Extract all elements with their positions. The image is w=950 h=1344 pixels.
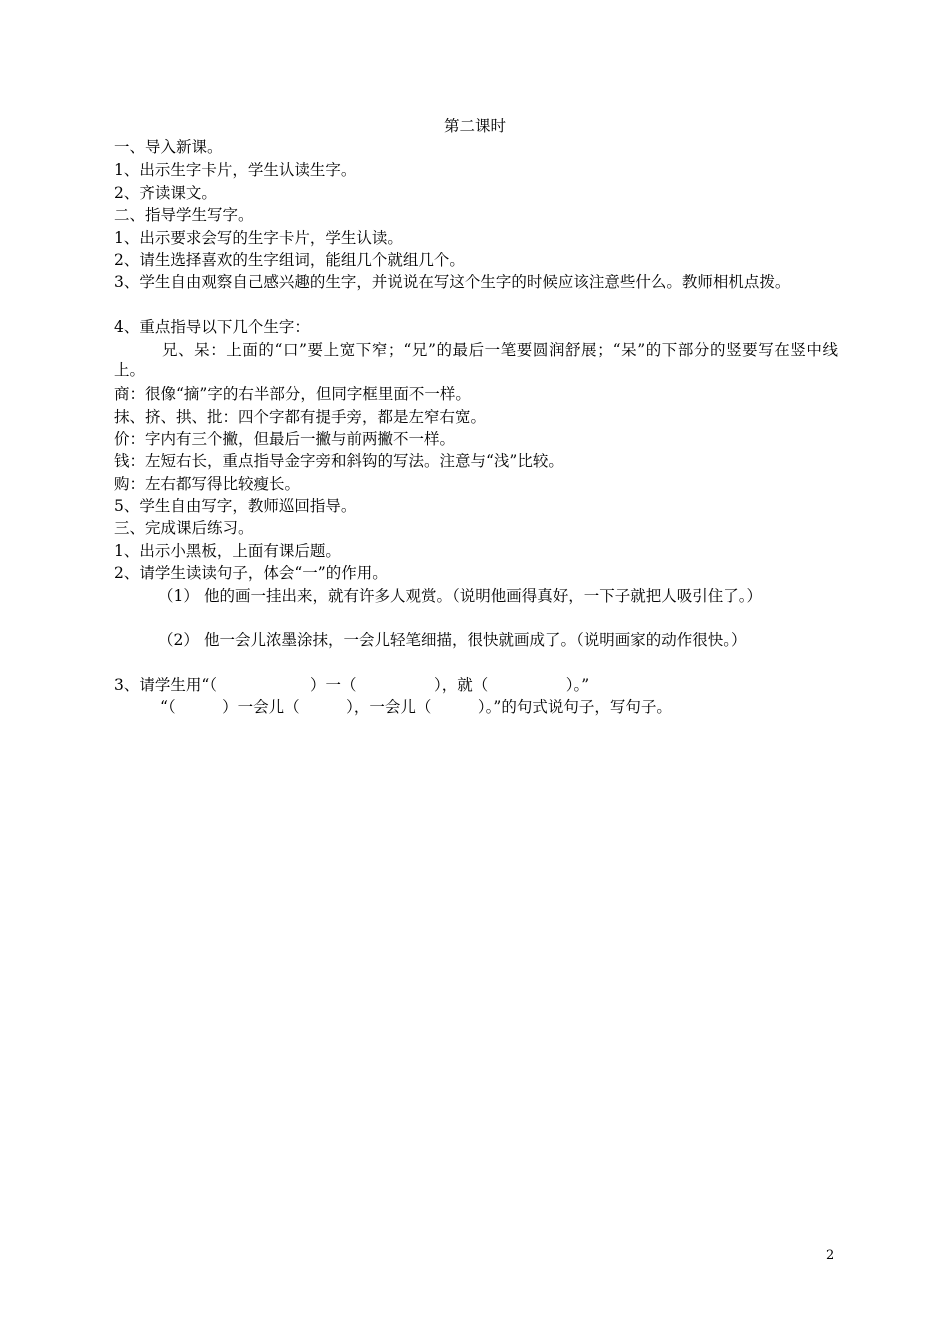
section-heading-3: 三、完成课后练习。 (114, 519, 254, 537)
sentence-text: 他一会儿浓墨涂抹，一会儿轻笔细描，很快就画成了。（说明画家的动作很快。） (204, 631, 747, 649)
paragraph: 购：左右都写得比较瘦长。 (114, 475, 301, 493)
exercise-line: 3、请学生用“（ ）一（ ），就（ ）。” (114, 676, 590, 694)
list-item: 4、重点指导以下几个生字： (114, 318, 310, 336)
list-item: 1、出示生字卡片，学生认读生字。 (114, 161, 357, 179)
list-item: 1、出示要求会写的生字卡片，学生认读。 (114, 229, 403, 247)
page-number: 2 (826, 1248, 835, 1263)
example-sentence (158, 630, 836, 650)
section-heading-1: 一、导入新课。 (114, 138, 223, 156)
list-item: 3、学生自由观察自己感兴趣的生字，并说说在写这个生字的时候应该注意些什么。教师相机点拨。 (114, 273, 791, 291)
paragraph: 价：字内有三个撇，但最后一撇与前两撇不一样。 (114, 430, 456, 448)
list-item: 2、请生选择喜欢的生字组词，能组几个就组几个。 (114, 251, 465, 269)
section-heading-2: 二、指导学生写字。 (114, 206, 254, 224)
example-sentence (158, 586, 836, 606)
sentence-text: 他的画一挂出来，就有许多人观赏。（说明他画得真好，一下子就把人吸引住了。） (204, 587, 763, 605)
page-title: 第二课时 (443, 117, 506, 135)
paragraph: 钱：左短右长，重点指导金字旁和斜钩的写法。注意与“浅”比较。 (114, 452, 564, 470)
list-item: 2、齐读课文。 (114, 184, 217, 202)
sentence-number: （1） (158, 587, 199, 605)
paragraph: 兄、呆：上面的“口”要上宽下窄；“兄”的最后一笔要圆润舒展；“呆”的下部分的竖要写在竖中线上。 (114, 341, 838, 379)
list-item: 2、请学生读读句子，体会“一”的作用。 (114, 564, 388, 582)
paragraph: 商：很像“摘”字的右半部分，但同字框里面不一样。 (114, 385, 471, 403)
exercise-line: “（ ）一会儿（ ），一会儿（ ）。”的句式说句子，写句子。 (160, 698, 672, 716)
paragraph: 抹、挤、拱、批：四个字都有提手旁，都是左窄右宽。 (114, 408, 487, 426)
sentence-number: （2） (158, 631, 199, 649)
list-item: 5、学生自由写字，教师巡回指导。 (114, 497, 357, 515)
list-item: 1、出示小黑板，上面有课后题。 (114, 542, 341, 560)
